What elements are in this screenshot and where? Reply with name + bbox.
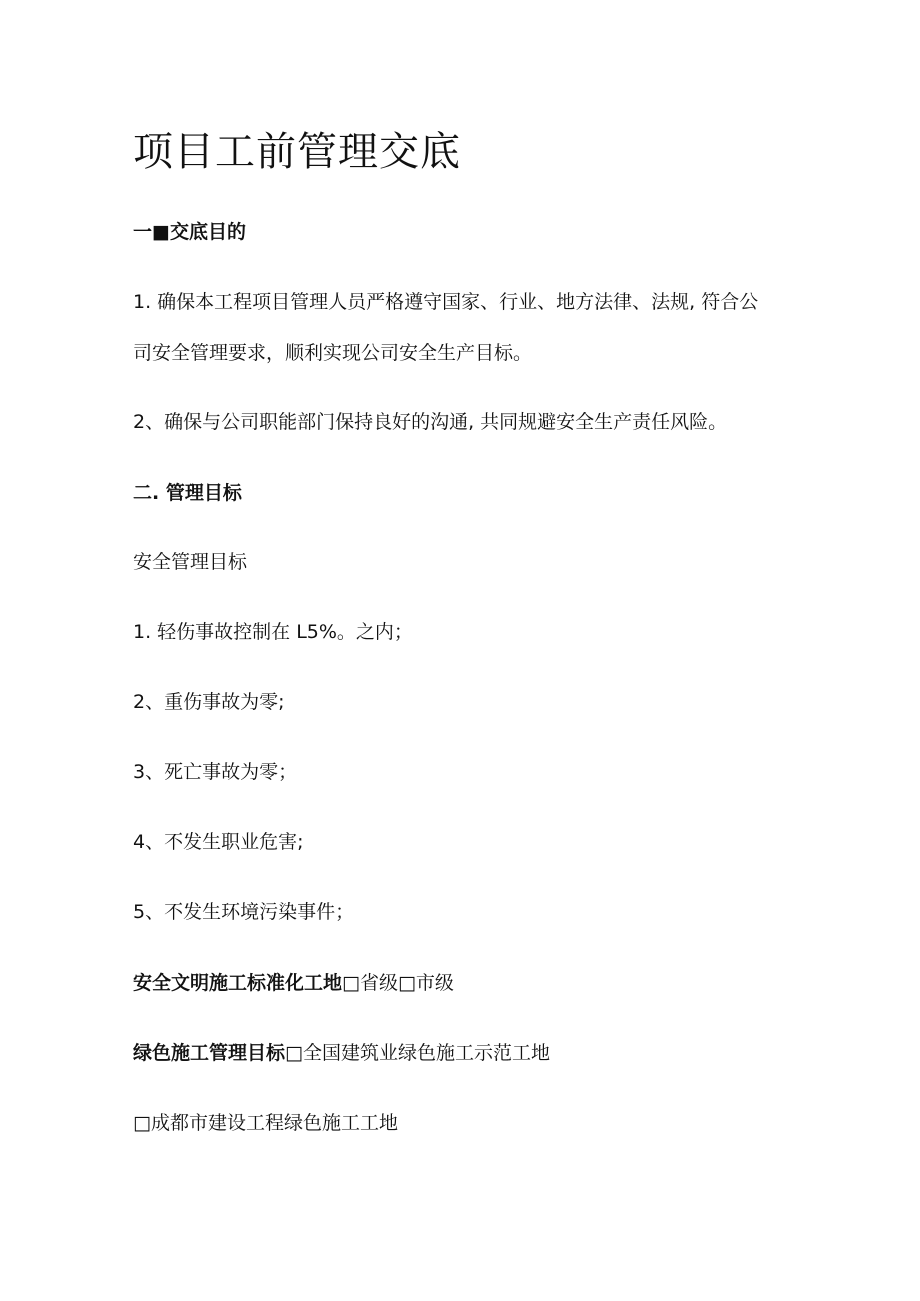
section2-subheading: 安全管理目标 xyxy=(133,551,248,573)
section1-item1-line1: 1. 确保本工程项目管理人员严格遵守国家、行业、地方法律、法规, 符合公 xyxy=(133,291,759,313)
section1-item1-line2: 司安全管理要求，顺利实现公司安全生产目标。 xyxy=(133,342,533,364)
list-item: 3、死亡事故为零； xyxy=(133,761,298,783)
green-construction-row xyxy=(133,1041,550,1065)
list-item: 1. 轻伤事故控制在 L5%。之内； xyxy=(133,621,413,643)
civilized-site-label: 安全文明施工标准化工地 xyxy=(133,972,343,994)
list-item: 5、不发生环境污染事件； xyxy=(133,901,355,923)
list-item: 4、不发生职业危害; xyxy=(133,831,304,853)
section1-heading: 一■交底目的 xyxy=(133,221,246,243)
green-construction-label: 绿色施工管理目标 xyxy=(133,1042,286,1064)
green-construction-option-chengdu: □成都市建设工程绿色施工工地 xyxy=(133,1112,398,1134)
document-title: 项目工前管理交底 xyxy=(133,129,461,175)
civilized-site-row xyxy=(133,971,454,995)
list-item: 2、重伤事故为零; xyxy=(133,691,285,713)
civilized-site-options: □省级□市级 xyxy=(342,972,454,994)
section1-item2: 2、确保与公司职能部门保持良好的沟通, 共同规避安全生产责任风险。 xyxy=(133,411,728,433)
green-construction-option-national: □全国建筑业绿色施工示范工地 xyxy=(285,1042,550,1064)
section2-heading: 二. 管理目标 xyxy=(133,482,242,504)
